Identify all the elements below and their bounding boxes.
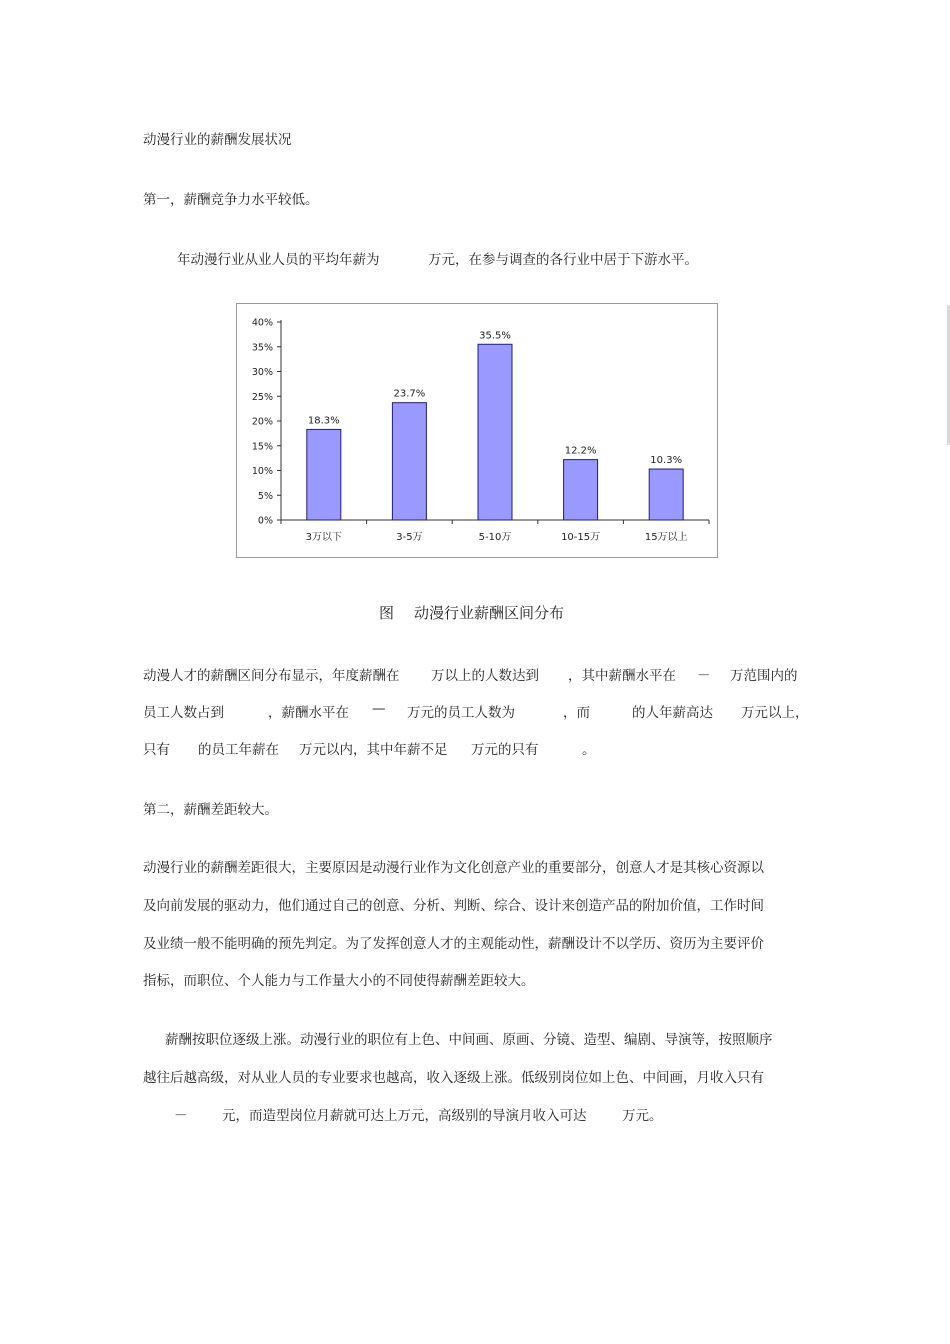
chart-bar: [307, 429, 341, 520]
y-tick-label: 30%: [251, 367, 273, 378]
para4-line-2: 越往后越高级，对从业人员的专业要求也越高，收入逐级上涨。低级别岗位如上色、中间画，月收入只有: [143, 1070, 764, 1086]
para2-line2-seg2: ，薪酬水平在: [268, 705, 349, 721]
y-tick-label: 10%: [251, 466, 273, 477]
section2-line-4: 指标，而职位、个人能力与工作量大小的不同使得薪酬差距较大。: [143, 973, 535, 989]
para2-line2-seg5: ，而: [563, 705, 590, 721]
para2-line3-seg4: 万元的只有: [471, 742, 539, 758]
section1-paragraph-part-b: 万元，在参与调查的各行业中居于下游水平。: [428, 252, 698, 268]
para2-line2-seg3: —: [372, 701, 386, 717]
bar-data-label: 18.3%: [307, 415, 340, 427]
y-tick-label: 35%: [251, 342, 273, 354]
chart-canvas: [237, 304, 717, 557]
bar-data-label: 12.2%: [564, 445, 597, 457]
chart-bar: [392, 403, 426, 520]
x-category-label: 3万以下: [305, 532, 342, 543]
para2-line1-seg4: －: [697, 668, 711, 684]
para4-line-1: 薪酬按职位逐级上涨。动漫行业的职位有上色、中间画、原画、分镜、造型、编剧、导演等，按照顺序: [165, 1032, 773, 1048]
section1-paragraph-part-a: 年动漫行业从业人员的平均年薪为: [177, 252, 380, 268]
para2-line2-seg7: 万元以上，: [741, 705, 809, 721]
para2-line3-seg3: 万元以内，其中年薪不足: [299, 742, 448, 758]
y-tick-label: 15%: [251, 441, 273, 453]
para2-line2-seg6: 的人年薪高达: [632, 705, 713, 721]
bar-data-label: 35.5%: [479, 330, 511, 342]
section2-line-3: 及业绩一般不能明确的预先判定。为了发挥创意人才的主观能动性，薪酬设计不以学历、资历为主要评价: [143, 936, 764, 952]
y-tick-label: 0%: [257, 515, 273, 527]
salary-distribution-chart: [236, 303, 718, 558]
para4-line3-seg1: －: [174, 1108, 188, 1124]
para2-line3-seg1: 只有: [143, 742, 170, 758]
section2-heading: 第二，薪酬差距较大。: [143, 802, 278, 818]
y-tick-label: 25%: [251, 391, 273, 403]
para2-line1-seg5: 万范围内的: [730, 668, 798, 684]
section2-line-2: 及向前发展的驱动力，他们通过自己的创意、分析、判断、综合、设计来创造产品的附加价值，工作时间: [143, 898, 764, 914]
x-category-label: 10-15万: [561, 532, 601, 543]
para4-line3-seg3: 万元。: [622, 1108, 663, 1124]
document-title: 动漫行业的薪酬发展状况: [143, 132, 292, 148]
para2-line3-seg2: 的员工年薪在: [198, 742, 279, 758]
para2-line1-seg2: 万以上的人数达到: [431, 668, 539, 684]
para2-line2-seg1: 员工人数占到: [143, 705, 224, 721]
figure-caption-prefix: 图: [379, 604, 395, 622]
x-category-label: 5-10万: [478, 532, 512, 543]
y-tick-label: 5%: [257, 490, 273, 502]
para2-line3-seg5: 。: [582, 742, 596, 758]
section2-line-1: 动漫行业的薪酬差距很大，主要原因是动漫行业作为文化创意产业的重要部分，创意人才是其核心资源以: [143, 860, 764, 876]
para2-line1-seg3: ，其中薪酬水平在: [568, 668, 676, 684]
x-category-label: 15万以上: [644, 532, 688, 543]
para4-line3-seg2: 元，而造型岗位月薪就可达上万元，高级别的导演月收入可达: [222, 1108, 587, 1124]
chart-bar: [649, 469, 683, 520]
bar-data-label: 10.3%: [650, 455, 683, 467]
section1-heading: 第一，薪酬竞争力水平较低。: [143, 192, 319, 208]
figure-caption: 动漫行业薪酬区间分布: [414, 604, 565, 622]
bar-data-label: 23.7%: [393, 388, 426, 400]
y-tick-label: 40%: [251, 317, 273, 329]
y-tick-label: 20%: [251, 416, 273, 428]
para2-line1-seg1: 动漫人才的薪酬区间分布显示，年度薪酬在: [143, 668, 400, 684]
chart-bar: [564, 460, 598, 520]
para2-line2-seg4: 万元的员工人数为: [407, 705, 515, 721]
chart-bar: [478, 344, 512, 520]
x-category-label: 3-5万: [396, 532, 423, 543]
